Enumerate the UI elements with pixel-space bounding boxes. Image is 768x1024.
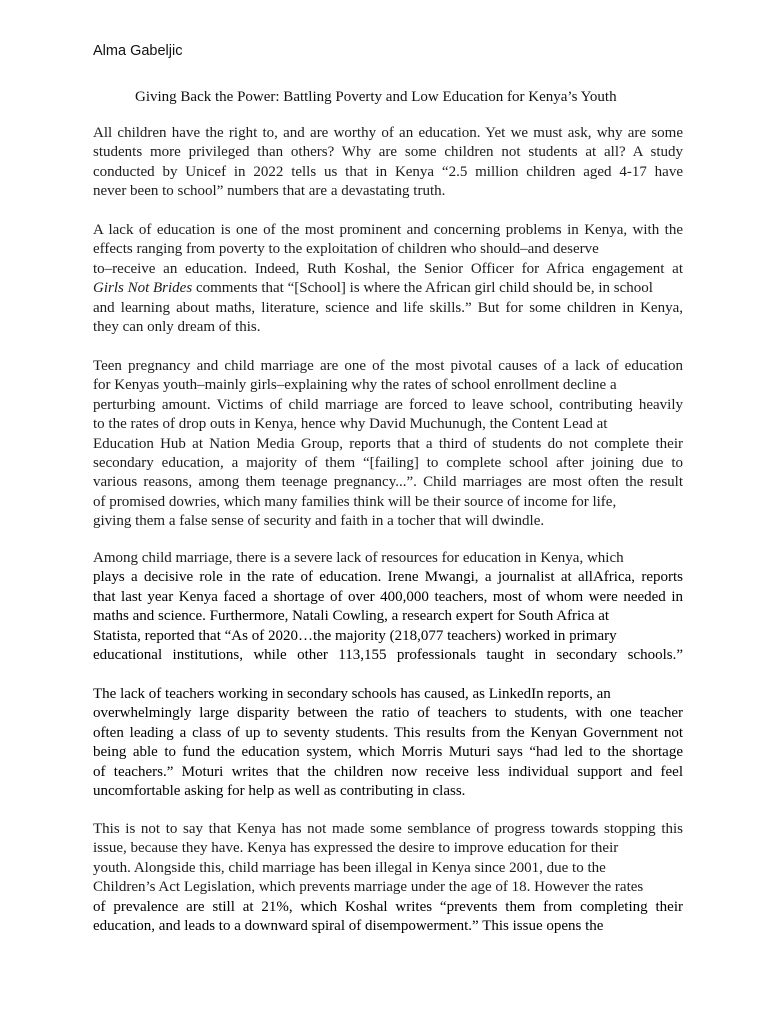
paragraph-line: of prevalence are still at 21%, which Koshal writes “prevents them from completing their xyxy=(93,898,683,915)
author-name: Alma Gabeljic xyxy=(93,43,183,59)
paragraph-line: being able to fund the education system, which Morris Muturi says “had led to the shortage xyxy=(93,744,683,761)
paragraph-line: that last year Kenya faced a shortage of over 400,000 teachers, most of whom were needed in xyxy=(93,588,683,605)
paragraph-line: uncomfortable asking for help as well as contributing in class. xyxy=(93,783,466,800)
paragraph-line: various reasons, among them teenage pregnancy...”. Child marriages are most often the result xyxy=(93,474,683,491)
essay-title: Giving Back the Power: Battling Poverty and Low Education for Kenya’s Youth xyxy=(135,89,617,105)
paragraph-line: educational institutions, while other 113,155 professionals taught in secondary schools.” xyxy=(93,647,683,664)
paragraph-line: Statista, reported that “As of 2020…the majority (218,077 teachers) worked in primary xyxy=(93,627,617,644)
italic-organization-name: Girls Not Brides xyxy=(93,280,193,297)
paragraph-line: Children’s Act Legislation, which prevents marriage under the age of 18. However the rates xyxy=(93,879,644,896)
paragraph-line: The lack of teachers working in secondary schools has caused, as LinkedIn reports, an xyxy=(93,686,611,702)
paragraph-line: to the rates of drop outs in Kenya, hence why David Muchunugh, the Content Lead at xyxy=(93,416,608,433)
paragraph-line: overwhelmingly large disparity between the ratio of teachers to students, with one teacher xyxy=(93,705,683,722)
paragraph-line-rest: comments that “[School] is where the African girl child should be, in school xyxy=(195,280,653,297)
paragraph-line: maths and science. Furthermore, Natali Cowling, a research expert for South Africa at xyxy=(93,608,610,625)
paragraph-line: Education Hub at Nation Media Group, reports that a third of students do not complete their xyxy=(93,435,683,452)
paragraph-line: plays a decisive role in the rate of education. Irene Mwangi, a journalist at allAfrica, reports xyxy=(93,569,683,586)
paragraph-line: perturbing amount. Victims of child marriage are forced to leave school, contributing heavily xyxy=(93,396,683,413)
paragraph-line: of promised dowries, which many families think will be their source of income for life, xyxy=(93,493,617,510)
paragraph-line: giving them a false sense of security and faith in a tocher that will dwindle. xyxy=(93,513,545,530)
paragraph-3 xyxy=(93,357,683,532)
paragraph-line: students more privileged than others? Why are some children not students at all? A study xyxy=(93,144,683,161)
paragraph-line: A lack of education is one of the most prominent and concerning problems in Kenya, with the xyxy=(93,222,683,238)
paragraph-line: they can only dream of this. xyxy=(93,319,261,336)
paragraph-line: All children have the right to, and are worthy of an education. Yet we must ask, why are some xyxy=(93,125,683,141)
paragraph-line: Teen pregnancy and child marriage are one of the most pivotal causes of a lack of education xyxy=(93,358,683,374)
paragraph-line: for Kenyas youth–mainly girls–explaining why the rates of school enrollment decline a xyxy=(93,377,617,394)
paragraph-line: This is not to say that Kenya has not made some semblance of progress towards stopping this xyxy=(93,821,683,837)
paragraph-line: of teachers.” Moturi writes that the children now receive less individual support and feel xyxy=(93,763,683,780)
paragraph-line: often leading a class of up to seventy students. This results from the Kenyan Government not xyxy=(93,724,683,741)
paragraph-line: conducted by Unicef in 2022 tells us that in Kenya “2.5 million children aged 4-17 have xyxy=(93,163,683,180)
paragraph-6 xyxy=(93,820,683,936)
paragraph-line: effects ranging from poverty to the exploitation of children who should–and deserve xyxy=(93,241,599,258)
paragraph-4 xyxy=(93,549,683,665)
paragraph-1 xyxy=(93,124,683,202)
paragraph-line: issue, because they have. Kenya has expressed the desire to improve education for their xyxy=(93,840,619,857)
paragraph-line-with-italic xyxy=(93,279,683,298)
paragraph-5 xyxy=(93,685,683,801)
paragraph-2 xyxy=(93,221,683,337)
paragraph-line: to–receive an education. Indeed, Ruth Koshal, the Senior Officer for Africa engagement at xyxy=(93,260,683,277)
paragraph-line: and learning about maths, literature, science and life skills.” But for some children in Kenya, xyxy=(93,299,683,316)
paragraph-line: education, and leads to a downward spiral of disempowerment.” This issue opens the xyxy=(93,918,604,935)
paragraph-line: Among child marriage, there is a severe lack of resources for education in Kenya, which xyxy=(93,550,624,566)
paragraph-line: never been to school” numbers that are a devastating truth. xyxy=(93,183,446,200)
paragraph-line: youth. Alongside this, child marriage has been illegal in Kenya since 2001, due to the xyxy=(93,859,606,876)
paragraph-line: secondary education, a majority of them “[failing] to complete school after joining due to xyxy=(93,455,683,472)
